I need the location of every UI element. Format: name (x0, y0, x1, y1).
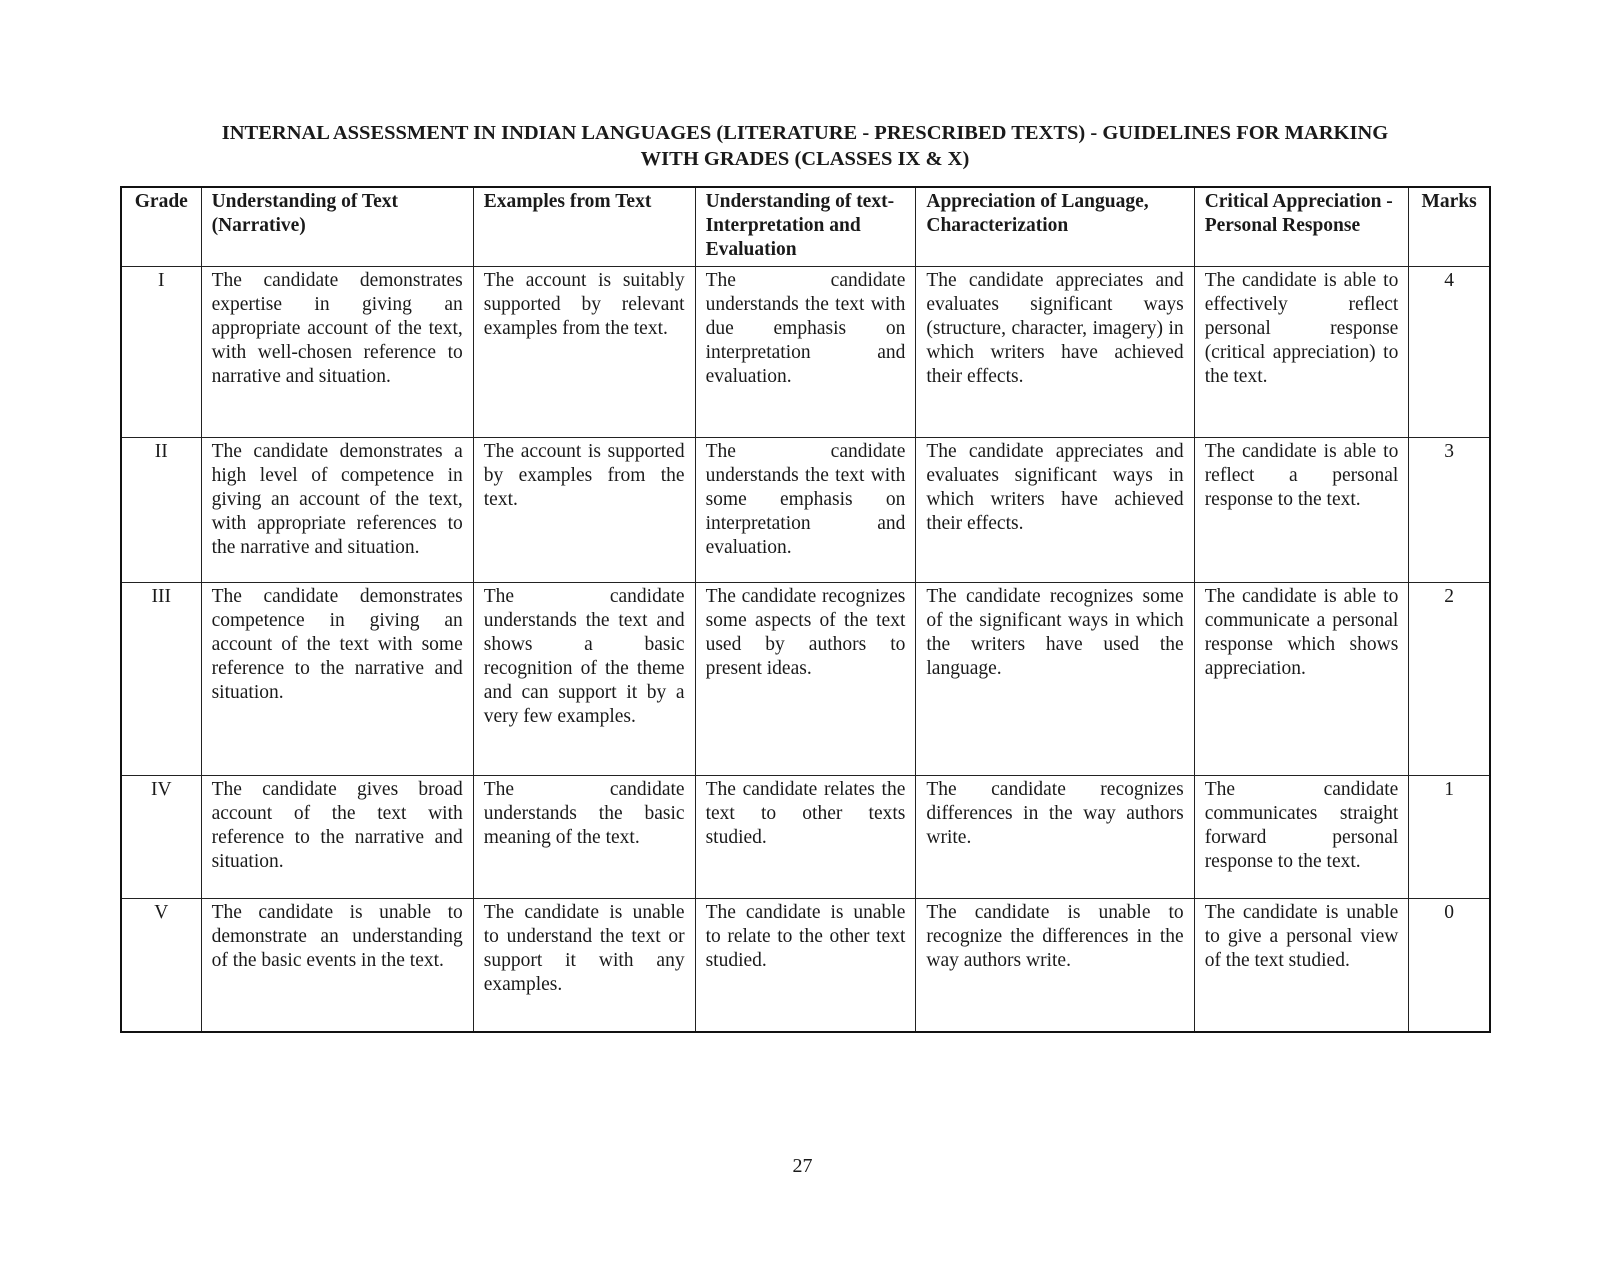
critical-cell: The candidate is able to reflect a personal response to the text. (1194, 438, 1409, 583)
header-examples-from-text: Examples from Text (473, 187, 695, 267)
marks-cell: 1 (1409, 776, 1490, 899)
page-number: 27 (792, 1155, 813, 1177)
critical-cell: The candidate is unable to give a personal view of the text studied. (1194, 899, 1409, 1033)
table-row (121, 776, 1490, 899)
grade-cell: II (121, 438, 201, 583)
header-appreciation-of-language: Appreciation of Language, Characterization (916, 187, 1194, 267)
appreciation-cell: The candidate recognizes some of the significant ways in which the writers have used the language. (916, 583, 1194, 776)
appreciation-cell: The candidate recognizes differences in the way authors write. (916, 776, 1194, 899)
appreciation-cell: The candidate appreciates and evaluates significant ways (structure, character, imagery) in which writers have achieved their effects. (916, 267, 1194, 438)
interpretation-cell: The candidate understands the text with due emphasis on interpretation and evaluation. (695, 267, 916, 438)
header-interpretation-evaluation: Understanding of text- Interpretation and Evaluation (695, 187, 916, 267)
grading-rubric-table (120, 186, 1491, 1033)
table-header-row (121, 187, 1490, 267)
page-title-line-1: INTERNAL ASSESSMENT IN INDIAN LANGUAGES (LITERATURE - PRESCRIBED TEXTS) - GUIDELINES FOR MARKING (221, 122, 1389, 144)
table-row (121, 438, 1490, 583)
header-critical-appreciation: Critical Appreciation -Personal Response (1194, 187, 1409, 267)
interpretation-cell: The candidate is unable to relate to the other text studied. (695, 899, 916, 1033)
interpretation-cell: The candidate relates the text to other texts studied. (695, 776, 916, 899)
examples-cell: The account is suitably supported by relevant examples from the text. (473, 267, 695, 438)
header-understanding-of-text: Understanding of Text (Narrative) (201, 187, 473, 267)
table-row (121, 267, 1490, 438)
understanding-cell: The candidate demonstrates expertise in giving an appropriate account of the text, with well-chosen reference to narrative and situation. (201, 267, 473, 438)
grade-cell: IV (121, 776, 201, 899)
marks-cell: 0 (1409, 899, 1490, 1033)
appreciation-cell: The candidate appreciates and evaluates significant ways in which writers have achieved their effects. (916, 438, 1194, 583)
grade-cell: I (121, 267, 201, 438)
header-marks: Marks (1409, 187, 1490, 267)
marks-cell: 3 (1409, 438, 1490, 583)
page-title-line-2: WITH GRADES (CLASSES IX & X) (640, 148, 970, 170)
examples-cell: The account is supported by examples from the text. (473, 438, 695, 583)
page-title (120, 120, 1490, 172)
grade-cell: V (121, 899, 201, 1033)
table-row (121, 899, 1490, 1033)
critical-cell: The candidate is able to effectively reflect personal response (critical appreciation) to the text. (1194, 267, 1409, 438)
understanding-cell: The candidate demonstrates a high level of competence in giving an account of the text, with appropriate references to the narrative and situation. (201, 438, 473, 583)
examples-cell: The candidate understands the basic meaning of the text. (473, 776, 695, 899)
critical-cell: The candidate communicates straight forward personal response to the text. (1194, 776, 1409, 899)
table-row (121, 583, 1490, 776)
marks-cell: 4 (1409, 267, 1490, 438)
marks-cell: 2 (1409, 583, 1490, 776)
understanding-cell: The candidate is unable to demonstrate an understanding of the basic events in the text. (201, 899, 473, 1033)
header-grade: Grade (121, 187, 201, 267)
understanding-cell: The candidate gives broad account of the text with reference to the narrative and situation. (201, 776, 473, 899)
grade-cell: III (121, 583, 201, 776)
interpretation-cell: The candidate understands the text with some emphasis on interpretation and evaluation. (695, 438, 916, 583)
examples-cell: The candidate understands the text and shows a basic recognition of the theme and can support it by a very few examples. (473, 583, 695, 776)
interpretation-cell: The candidate recognizes some aspects of the text used by authors to present ideas. (695, 583, 916, 776)
understanding-cell: The candidate demonstrates competence in giving an account of the text with some reference to the narrative and situation. (201, 583, 473, 776)
examples-cell: The candidate is unable to understand the text or support it with any examples. (473, 899, 695, 1033)
appreciation-cell: The candidate is unable to recognize the differences in the way authors write. (916, 899, 1194, 1033)
critical-cell: The candidate is able to communicate a personal response which shows appreciation. (1194, 583, 1409, 776)
